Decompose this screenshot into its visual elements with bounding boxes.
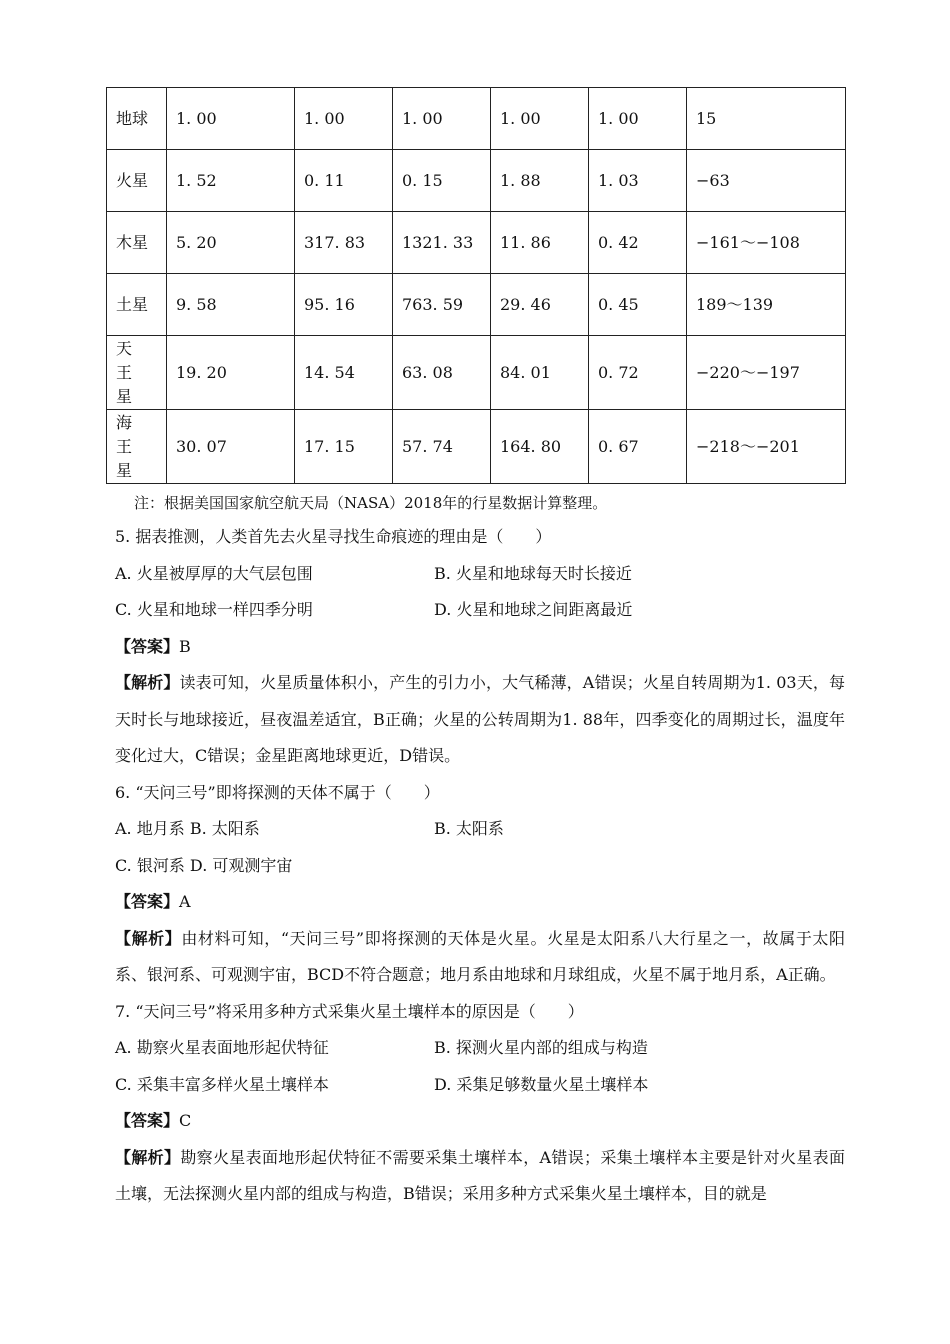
table-row <box>107 150 846 212</box>
question-7-stem: 7. “天问三号”将采用多种方式采集火星土壤样本的原因是（ ） <box>115 1001 584 1021</box>
table-cell: 1. 00 <box>491 88 589 150</box>
option-c: C. 采集丰富多样火星土壤样本 <box>115 1074 329 1094</box>
table-row <box>107 212 846 274</box>
option-d: D. 火星和地球之间距离最近 <box>434 600 633 619</box>
analysis-label: 【解析】 <box>115 1147 181 1167</box>
table-cell: 1. 88 <box>491 150 589 212</box>
table-cell: 29. 46 <box>491 274 589 336</box>
table-cell: 763. 59 <box>393 274 491 336</box>
table-cell: −63 <box>687 150 846 212</box>
answer-label: 【答案】 <box>115 636 180 656</box>
table-row <box>107 88 846 150</box>
answer-value: C <box>179 1111 192 1130</box>
planet-name: 火星 <box>107 150 167 212</box>
planet-data-table <box>106 87 846 484</box>
question-5-options-row-2 <box>115 592 845 629</box>
answer-value: B <box>179 636 191 656</box>
question-5-stem: 5. 据表推测，人类首先去火星寻找生命痕迹的理由是（ ） <box>115 527 552 546</box>
question-content <box>115 487 845 1213</box>
planet-name: 地球 <box>107 88 167 150</box>
question-6-options-row-2 <box>115 848 845 885</box>
table-row <box>107 410 846 484</box>
table-cell: 11. 86 <box>491 212 589 274</box>
planet-name: 天王星 <box>107 336 167 410</box>
table-cell: 164. 80 <box>491 410 589 484</box>
answer-value: A <box>179 892 191 911</box>
question-7-answer <box>115 1103 845 1140</box>
table-cell: 9. 58 <box>167 274 295 336</box>
question-5-analysis <box>115 665 845 775</box>
option-a: A. 勘察火星表面地形起伏特征 <box>115 1038 329 1057</box>
option-b: B. 探测火星内部的组成与构造 <box>434 1038 648 1057</box>
table-cell: 1. 03 <box>589 150 687 212</box>
table-cell: 84. 01 <box>491 336 589 410</box>
option-d: D. 采集足够数量火星土壤样本 <box>434 1074 649 1094</box>
table-cell: 0. 42 <box>589 212 687 274</box>
table-cell: 0. 11 <box>295 150 393 212</box>
question-7-options-row-2 <box>115 1067 845 1104</box>
option-c: C. 银河系 D. 可观测宇宙 <box>115 855 293 875</box>
table-cell: 189～139 <box>687 274 846 336</box>
analysis-text: 勘察火星表面地形起伏特征不需要采集土壤样本，A错误；采集土壤样本主要是针对火星表面土壤，无法探测火星内部的组成与构造，B错误；采用多种方式采集火星土壤样本，目的就是 <box>115 1147 845 1203</box>
analysis-text: 由材料可知，“天问三号”即将探测的天体是火星。火星是太阳系八大行星之一，故属于太阳系、银河系、可观测宇宙，BCD不符合题意；地月系由地球和月球组成，火星不属于地月系，A正确。 <box>115 928 845 984</box>
table-cell: −220～−197 <box>687 336 846 410</box>
answer-label: 【答案】 <box>115 892 180 911</box>
table-cell: 317. 83 <box>295 212 393 274</box>
question-6-options-row-1 <box>115 811 845 848</box>
table-cell: 63. 08 <box>393 336 491 410</box>
table-cell: −161～−108 <box>687 212 846 274</box>
table-cell: 0. 15 <box>393 150 491 212</box>
table-cell: 0. 67 <box>589 410 687 484</box>
table-cell: 1. 00 <box>589 88 687 150</box>
table-note: 注：根据美国国家航空航天局（NASA）2018年的行星数据计算整理。 <box>134 494 608 512</box>
question-6-answer <box>115 884 845 921</box>
question-5-options-row-1 <box>115 556 845 593</box>
option-c: C. 火星和地球一样四季分明 <box>115 600 313 619</box>
question-7-options-row-1 <box>115 1030 845 1067</box>
table-cell: 1. 00 <box>393 88 491 150</box>
table-cell: 19. 20 <box>167 336 295 410</box>
question-5-answer <box>115 629 845 666</box>
analysis-text: 读表可知，火星质量体积小，产生的引力小，大气稀薄，A错误；火星自转周期为1. 03天，每天时长与地球接近，昼夜温差适宜，B正确；火星的公转周期为1. 88年，四季变化的周期过长，温度年变化过大，C错误；金星距离地球更近，D错误。 <box>115 673 845 765</box>
planet-name: 土星 <box>107 274 167 336</box>
option-a: A. 火星被厚厚的大气层包围 <box>115 563 313 583</box>
analysis-label: 【解析】 <box>115 928 182 948</box>
table-cell: 1. 00 <box>167 88 295 150</box>
table-row <box>107 274 846 336</box>
option-a: A. 地月系 B. 太阳系 <box>115 819 260 838</box>
table-row <box>107 336 846 410</box>
question-6-analysis <box>115 921 845 994</box>
option-b: B. 太阳系 <box>434 819 504 838</box>
table-cell: 14. 54 <box>295 336 393 410</box>
planet-name: 木星 <box>107 212 167 274</box>
answer-label: 【答案】 <box>115 1111 180 1130</box>
table-cell: 5. 20 <box>167 212 295 274</box>
table-cell: 30. 07 <box>167 410 295 484</box>
table-cell: 1. 52 <box>167 150 295 212</box>
table-cell: 57. 74 <box>393 410 491 484</box>
analysis-label: 【解析】 <box>115 673 180 692</box>
table-cell: −218～−201 <box>687 410 846 484</box>
table-cell: 0. 72 <box>589 336 687 410</box>
table-cell: 1. 00 <box>295 88 393 150</box>
question-7-analysis <box>115 1140 845 1213</box>
option-b: B. 火星和地球每天时长接近 <box>434 563 632 583</box>
table-cell: 17. 15 <box>295 410 393 484</box>
table-cell: 1321. 33 <box>393 212 491 274</box>
planet-name: 海王星 <box>107 410 167 484</box>
table-cell: 15 <box>687 88 846 150</box>
table-cell: 95. 16 <box>295 274 393 336</box>
table-cell: 0. 45 <box>589 274 687 336</box>
question-6-stem: 6. “天问三号”即将探测的天体不属于（ ） <box>115 782 440 802</box>
